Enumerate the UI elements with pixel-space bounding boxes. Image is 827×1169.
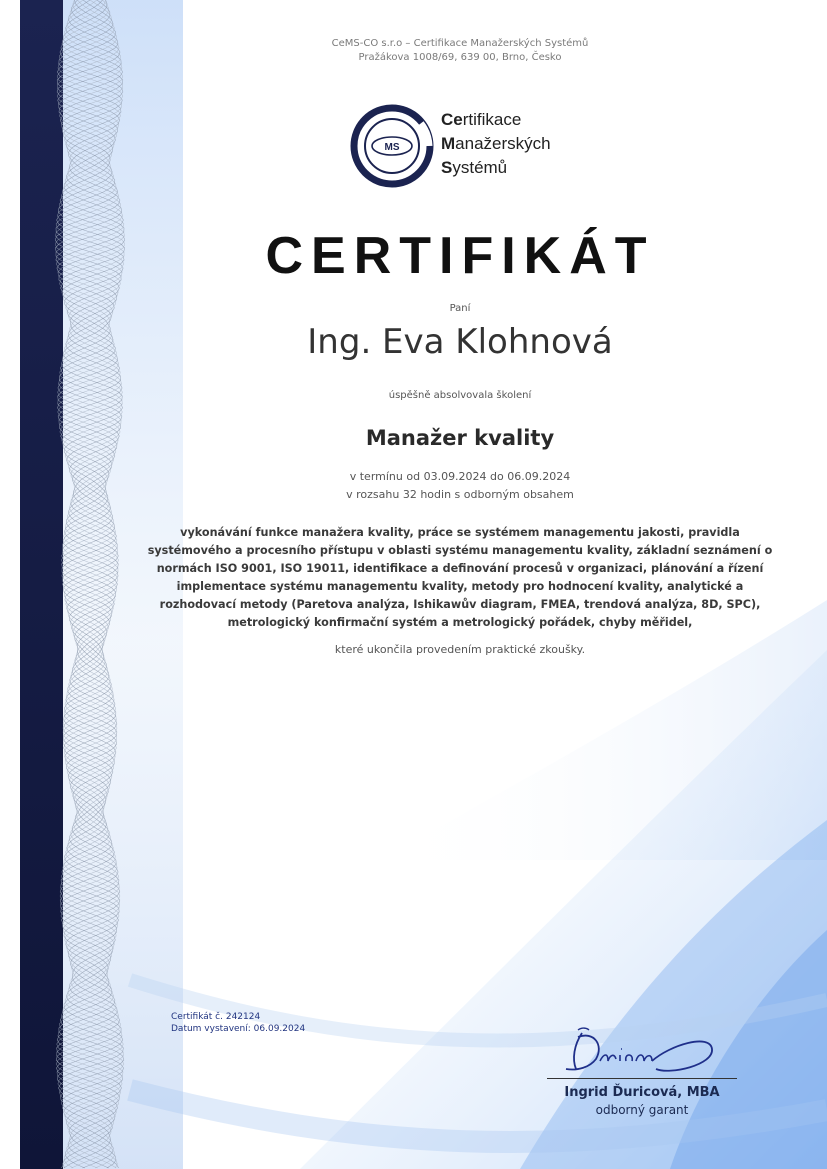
company-logo bbox=[350, 102, 590, 188]
handwritten-signature bbox=[560, 1025, 730, 1080]
logo-line3-rest: ystémů bbox=[452, 158, 508, 177]
signatory-name: Ingrid Ďuricová, MBA bbox=[564, 1085, 720, 1100]
certificate-number: Certifikát č. 242124 bbox=[171, 1012, 261, 1022]
course-scope: v rozsahu 32 hodin s odborným obsahem bbox=[346, 488, 574, 501]
salutation: Paní bbox=[449, 303, 471, 314]
signatory-role: odborný garant bbox=[595, 1103, 689, 1117]
issuer-name: CeMS-CO s.r.o – Certifikace Manažerských Systémů bbox=[331, 38, 589, 49]
logo-line1-rest: rtifikace bbox=[462, 110, 522, 129]
course-content: vykonávání funkce manažera kvality, práce se systémem managementu jakosti, pravidla systémového a procesního přístupu v oblasti systému managementu kvality, základní seznámení o normách ISO 9001, ISO 19011, identifikace a definování procesů v organizaci, plánování a řízení implementace systému managementu kvality, metody pro hodnocení kvality, analytické a rozhodovací metody (Paretova analýza, Ishikawův diagram, FMEA, trendová analýza, 8D, SPC), metrologický konfirmační systém a metrologický pořádek, chyby měřidel, bbox=[147, 526, 773, 629]
course-name: Manažer kvality bbox=[365, 426, 555, 450]
logo-wordmark bbox=[441, 108, 551, 180]
closing-text: které ukončila provedením praktické zkoušky. bbox=[334, 643, 586, 656]
issuer-address: Pražákova 1008/69, 639 00, Brno, Česko bbox=[358, 52, 562, 63]
cms-logo-icon bbox=[350, 104, 434, 188]
logo-line1-cap: Ce bbox=[441, 110, 463, 129]
signature-line bbox=[547, 1078, 737, 1079]
guilloche-ornament bbox=[55, 0, 125, 1169]
recipient-name: Ing. Eva Klohnová bbox=[307, 322, 613, 362]
logo-line2-cap: M bbox=[441, 134, 456, 153]
completion-text: úspěšně absolvovala školení bbox=[388, 390, 532, 401]
certificate-title: CERTIFIKÁT bbox=[265, 227, 655, 285]
issue-date: Datum vystavení: 06.09.2024 bbox=[171, 1024, 306, 1034]
logo-line3-cap: S bbox=[441, 158, 453, 177]
logo-mark-text: MS bbox=[384, 142, 400, 153]
course-period: v termínu od 03.09.2024 do 06.09.2024 bbox=[349, 470, 571, 483]
logo-line2-rest: anažerských bbox=[455, 134, 551, 153]
